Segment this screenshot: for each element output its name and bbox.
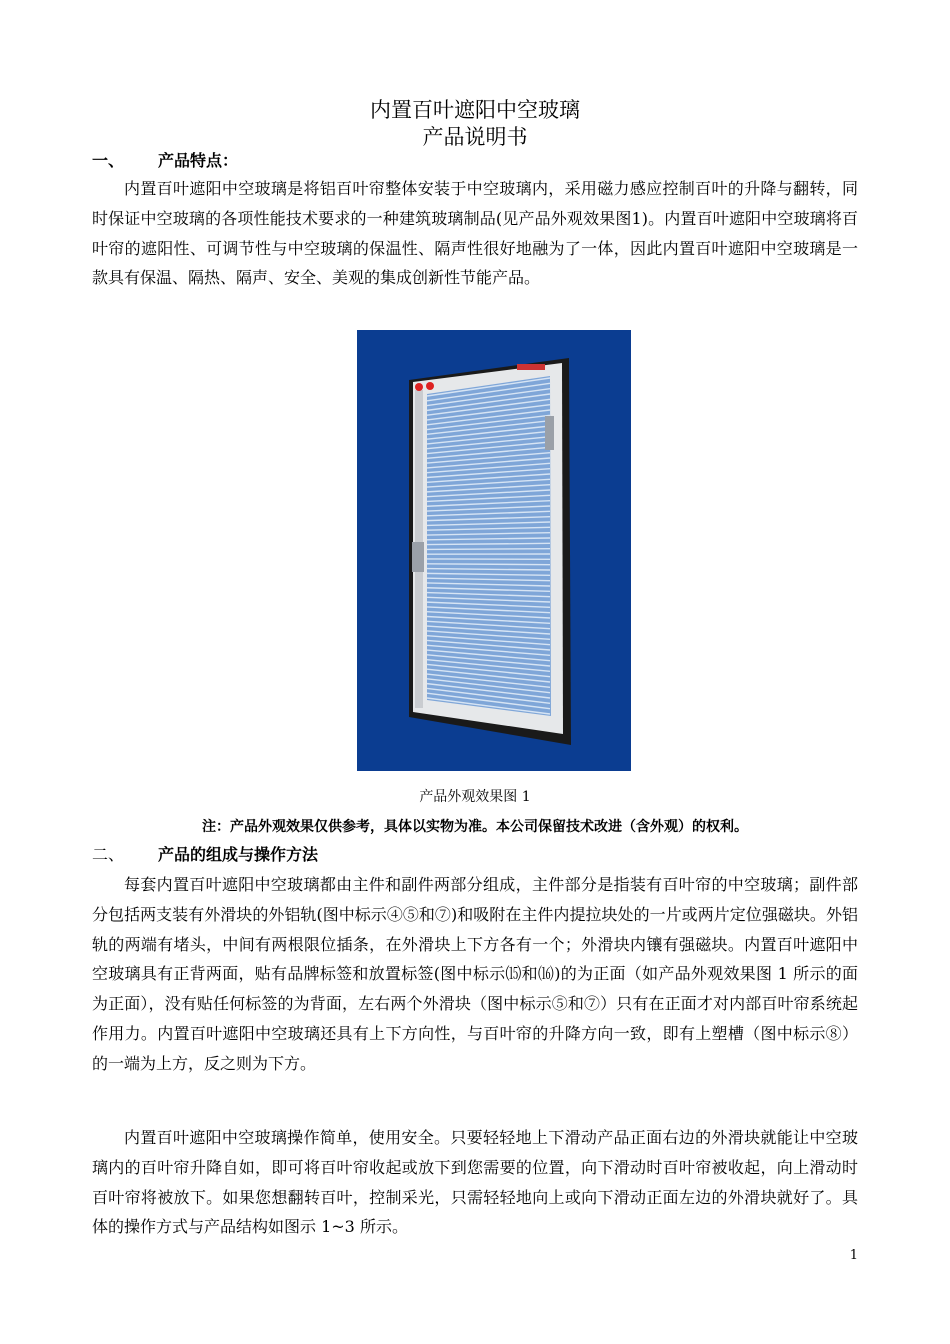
section2-title: 产品的组成与操作方法 xyxy=(158,845,319,864)
left-slider xyxy=(412,542,424,572)
blind-slat xyxy=(427,549,550,550)
section1-number: 一、 xyxy=(92,151,125,170)
document-title: 内置百叶遮阳中空玻璃 xyxy=(370,98,580,122)
figure-note: 注：产品外观效果仅供参考，具体以实物为准。本公司保留技术改进（含外观）的权利。 xyxy=(202,819,748,835)
section2-number: 二、 xyxy=(92,845,125,864)
page-number: 1 xyxy=(849,1248,858,1263)
figure-caption: 产品外观效果图 1 xyxy=(419,789,531,805)
document-subtitle: 产品说明书 xyxy=(422,125,528,149)
blind-slat xyxy=(427,564,550,565)
section2-paragraph2: 内置百叶遮阳中空玻璃操作简单，使用安全。只要轻轻地上下滑动产品正面右边的外滑块就能让中空玻璃内的百叶帘升降自如，即可将百叶帘收起或放下到您需要的位置，向下滑动时百叶帘被收起，向上滑动时百叶帘将被放下。如果您想翻转百叶，控制采光，只需轻轻地向上或向下滑动正面左边的外滑块就好了。具体的操作方式与产品结构如图示 1~3 所示。 xyxy=(92,1128,858,1237)
product-figure xyxy=(357,330,631,771)
right-slider xyxy=(545,416,554,450)
section2-heading xyxy=(92,844,318,866)
brand-label xyxy=(517,364,545,370)
label-icon-right xyxy=(426,382,434,390)
label-icon-left xyxy=(415,383,423,391)
section1-title: 产品特点： xyxy=(158,151,239,170)
section1-paragraph: 内置百叶遮阳中空玻璃是将铝百叶帘整体安装于中空玻璃内，采用磁力感应控制百叶的升降与翻转，同时保证中空玻璃的各项性能技术要求的一种建筑玻璃制品(见产品外观效果图1)。内置百叶遮阳中空玻璃将百叶帘的遮阳性、可调节性与中空玻璃的保温性、隔声性很好地融为了一体，因此内置百叶遮阳中空玻璃是一款具有保温、隔热、隔声、安全、美观的集成创新性节能产品。 xyxy=(92,179,858,288)
section1-heading xyxy=(92,150,238,172)
section2-paragraph1: 每套内置百叶遮阳中空玻璃都由主件和副件两部分组成，主件部分是指装有百叶帘的中空玻璃；副件部分包括两支装有外滑块的外铝轨(图中标示④⑤和⑦)和吸附在主件内提拉块处的一片或两片定位强磁块。外铝轨的两端有堵头，中间有两根限位插条，在外滑块上下方各有一个；外滑块内镶有强磁块。内置百叶遮阳中空玻璃具有正背两面，贴有品牌标签和放置标签(图中标示⒂和⒃)的为正面（如产品外观效果图 1 所示的面为正面），没有贴任何标签的为背面，左右两个外滑块（图中标示⑤和⑦）只有在正面才对内部百叶帘系统起作用力。内置百叶遮阳中空玻璃还具有上下方向性，与百叶帘的升降方向一致，即有上塑槽（图中标示⑧）的一端为上方，反之则为下方。 xyxy=(92,875,858,1073)
